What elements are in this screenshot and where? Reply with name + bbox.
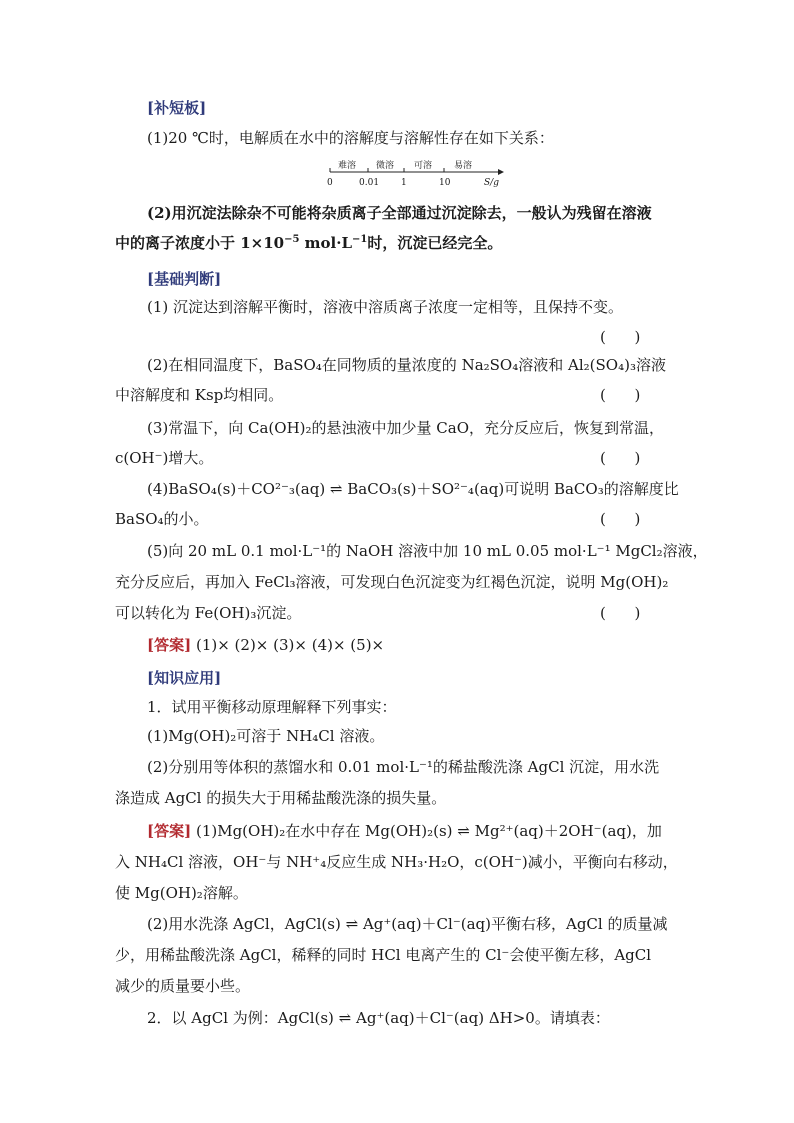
judge-5-line2: 充分反应后，再加入 FeCl₃溶液，可发现白色沉淀变为红褐色沉淀，说明 Mg(OH)₂ — [115, 573, 669, 591]
judge-3-line2: c(OH⁻)增大。 — [115, 449, 214, 467]
axis-region-weirong: 微溶 — [376, 161, 395, 171]
axis-unit: S/g — [484, 178, 499, 188]
heading-zhi-shi-ying-yong: [知识应用] — [147, 669, 222, 687]
answer-label-2: [答案] — [147, 822, 192, 840]
p2b-unit: mol·L — [299, 234, 353, 252]
axis-tick-0: 0 — [327, 178, 333, 188]
answer-blank-3: ( ) — [600, 449, 641, 467]
answer-blank-5: ( ) — [600, 604, 641, 622]
p2b-text: 中的离子浓度小于 1×10 — [115, 234, 285, 252]
axis-region-nanrong: 难溶 — [338, 161, 357, 171]
answer-row-3-line2: 少，用稀盐酸洗涤 AgCl，稀释的同时 HCl 电离产生的 Cl⁻会使平衡左移，AgCl — [115, 946, 652, 964]
solubility-axis — [322, 148, 512, 194]
answer-row-2-line3: 使 Mg(OH)₂溶解。 — [115, 884, 248, 902]
answer-values-1: (1)× (2)× (3)× (4)× (5)× — [191, 636, 385, 654]
p2b-exponent2: −1 — [352, 234, 368, 245]
heading-ji-chu-pan-duan: [基础判断] — [147, 270, 222, 288]
application-1-2-line1: (2)分别用等体积的蒸馏水和 0.01 mol·L⁻¹的稀盐酸洗涤 AgCl 沉淀，用水洗 — [147, 758, 660, 776]
answer-blank-1: ( ) — [600, 328, 641, 346]
judge-4-line2: BaSO₄的小。 — [115, 510, 209, 528]
axis-tick-0.01: 0.01 — [359, 178, 380, 188]
answer-blank-2: ( ) — [600, 386, 641, 404]
judge-2-line2: 中溶解度和 Ksp均相同。 — [115, 386, 284, 404]
axis-region-yirong: 易溶 — [454, 161, 473, 171]
answer-label-1: [答案] — [147, 636, 192, 654]
application-1-1: (1)Mg(OH)₂可溶于 NH₄Cl 溶液。 — [147, 727, 385, 745]
p2b-exponent: −5 — [284, 234, 300, 245]
answer-row-3-line3: 减少的质量要小些。 — [115, 977, 251, 995]
judge-3-line1: (3)常温下，向 Ca(OH)₂的悬浊液中加少量 CaO，充分反应后，恢复到常温， — [147, 419, 665, 437]
answer-row-2-line1 — [147, 820, 662, 842]
judge-4-line1: (4)BaSO₄(s)＋CO²⁻₃(aq) ⇌ BaCO₃(s)＋SO²⁻₄(aq)可说明 BaCO₃的溶解度比 — [147, 480, 679, 498]
judge-2-line1: (2)在相同温度下，BaSO₄在同物质的量浓度的 Na₂SO₄溶液和 Al₂(SO₄)₃溶液 — [147, 356, 666, 374]
application-1-2-line2: 涤造成 AgCl 的损失大于用稀盐酸洗涤的损失量。 — [115, 789, 447, 807]
answer-blank-4: ( ) — [600, 510, 641, 528]
paragraph-solubility-intro: (1)20 ℃时，电解质在水中的溶解度与溶解性存在如下关系： — [147, 129, 554, 147]
answer-row-3-line1: (2)用水洗涤 AgCl，AgCl(s) ⇌ Ag⁺(aq)＋Cl⁻(aq)平衡右移，AgCl 的质量减 — [147, 915, 668, 933]
judge-1: (1) 沉淀达到溶解平衡时，溶液中溶质离子浓度一定相等，且保持不变。 — [147, 298, 624, 316]
answer-row-1 — [147, 634, 384, 656]
paragraph-precipitation-line1: (2)用沉淀法除杂不可能将杂质离子全部通过沉淀除去，一般认为残留在溶液 — [147, 204, 652, 222]
axis-region-kerong: 可溶 — [414, 161, 433, 171]
judge-5-line1: (5)向 20 mL 0.1 mol·L⁻¹的 NaOH 溶液中加 10 mL 0.05 mol·L⁻¹ MgCl₂溶液， — [147, 542, 708, 560]
judge-5-line3: 可以转化为 Fe(OH)₃沉淀。 — [115, 604, 302, 622]
answer-2-text: (1)Mg(OH)₂在水中存在 Mg(OH)₂(s) ⇌ Mg²⁺(aq)＋2OH⁻(aq)，加 — [191, 822, 662, 840]
p2b-end: 时，沉淀已经完全。 — [367, 234, 503, 252]
axis-tick-10: 10 — [439, 178, 451, 188]
heading-bu-duan-ban: [补短板] — [147, 99, 207, 117]
paragraph-precipitation-line2 — [115, 232, 502, 254]
application-1: 1．试用平衡移动原理解释下列事实： — [147, 698, 397, 716]
answer-row-2-line2: 入 NH₄Cl 溶液，OH⁻与 NH⁺₄反应生成 NH₃·H₂O，c(OH⁻)减小，平衡向右移动， — [115, 853, 678, 871]
axis-tick-1: 1 — [401, 178, 407, 188]
question-2-agcl: 2．以 AgCl 为例：AgCl(s) ⇌ Ag⁺(aq)＋Cl⁻(aq) ΔH>0。请填表： — [147, 1009, 610, 1027]
